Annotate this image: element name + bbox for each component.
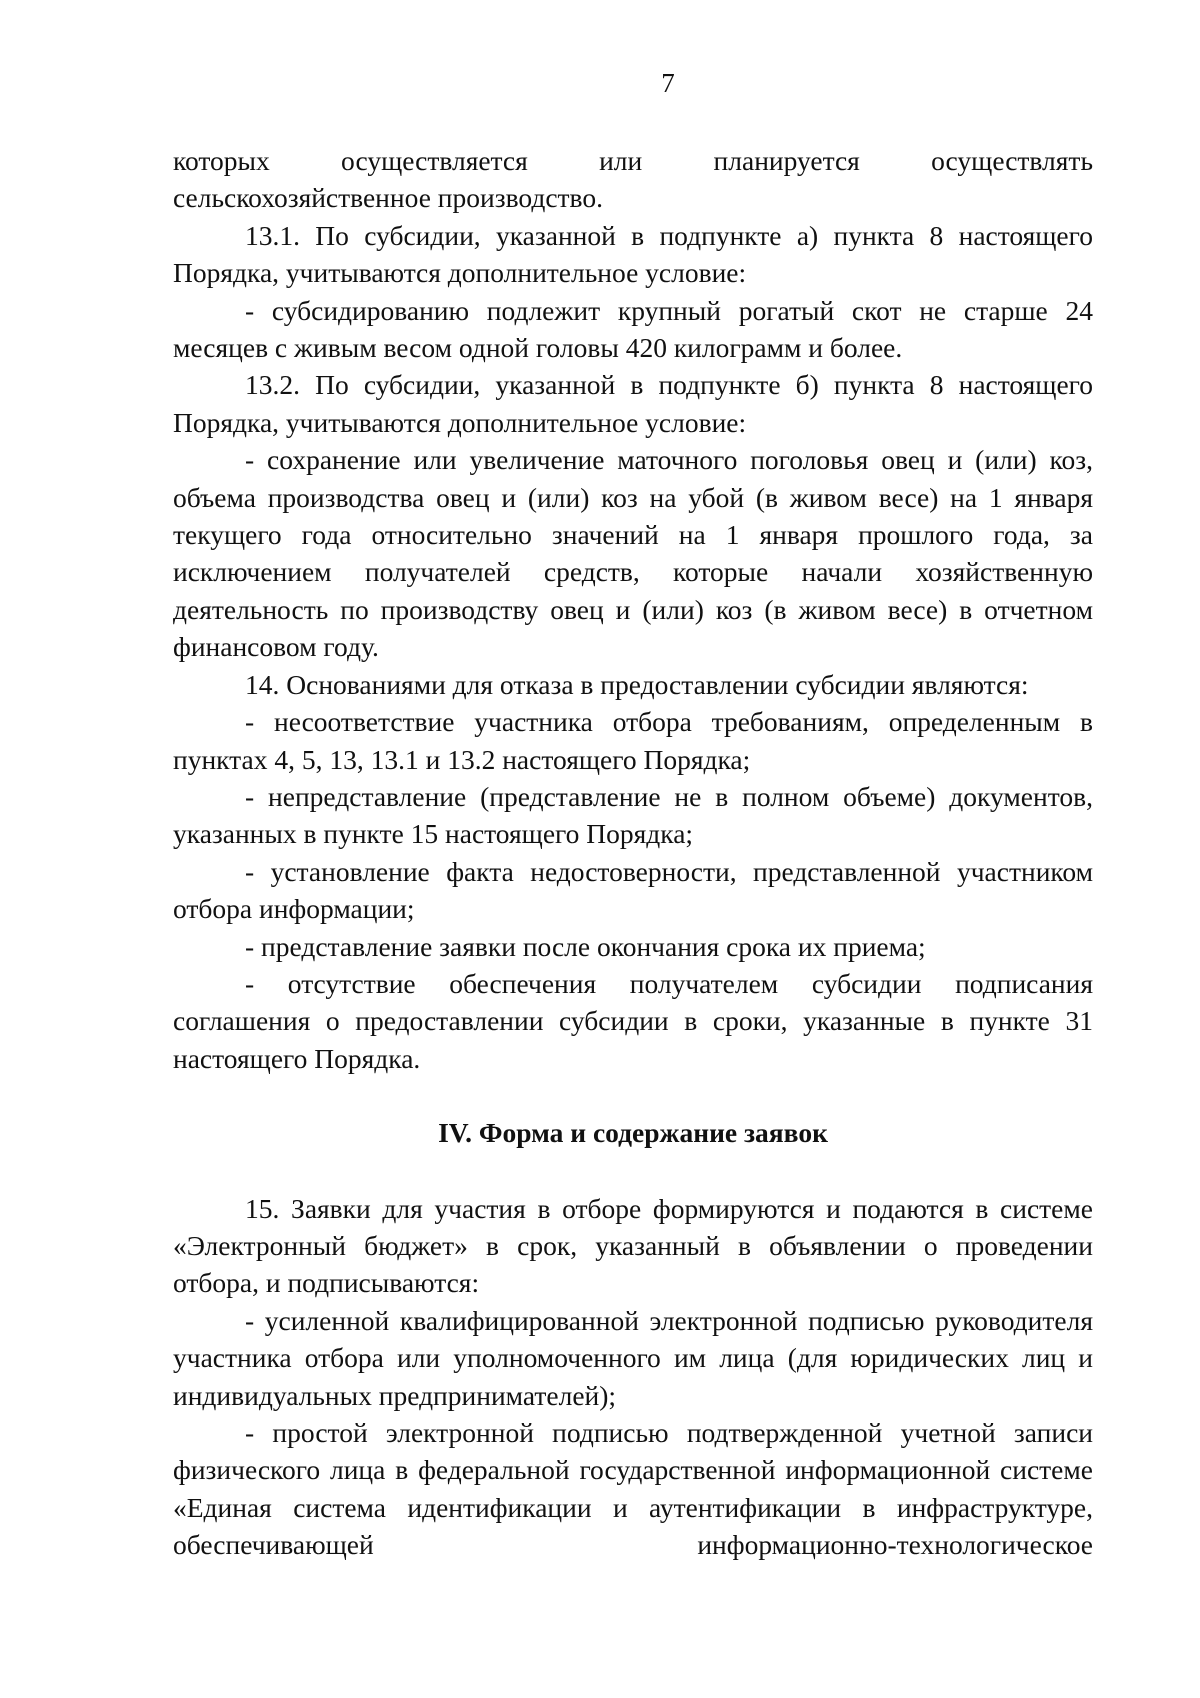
paragraph: - непредставление (представление не в полном объеме) документов, указанных в пункте 15 настоящего Порядка; <box>173 780 1093 850</box>
paragraph: - представление заявки после окончания срока их приема; <box>245 930 926 962</box>
page-number: 7 <box>661 68 675 98</box>
paragraph: - несоответствие участника отбора требованиям, определенным в пунктах 4, 5, 13, 13.1 и 13.2 настоящего Порядка; <box>173 706 1093 775</box>
paragraph: 15. Заявки для участия в отборе формируются и подаются в системе «Электронный бюджет» в срок, указанный в объявлении о проведении отбора, и подписываются: <box>173 1192 1093 1299</box>
paragraph: - сохранение или увеличение маточного поголовья овец и (или) коз, объема производства овец и (или) коз на убой (в живом весе) на 1 января текущего года относительно значений на 1 января прошлого года, за исключением получателей средств, которые начали хозяйственную деятельность по производству овец и (или) коз (в живом весе) в отчетном финансовом году. <box>173 444 1093 663</box>
paragraph: 13.1. По субсидии, указанной в подпункте а) пункта 8 настоящего Порядка, учитываются дополнительное условие: <box>173 219 1093 289</box>
paragraph: - отсутствие обеспечения получателем субсидии подписания соглашения о предоставлении субсидии в сроки, указанные в пункте 31 настоящего Порядка. <box>173 967 1093 1074</box>
paragraph: 14. Основаниями для отказа в предоставлении субсидии являются: <box>245 668 1029 700</box>
section-heading: IV. Форма и содержание заявок <box>438 1117 828 1149</box>
paragraph: - установление факта недостоверности, представленной участником отбора информации; <box>173 855 1093 925</box>
paragraph: - усиленной квалифицированной электронной подписью руководителя участника отбора или уполномоченного им лица (для юридических лиц и индивидуальных предпринимателей); <box>173 1304 1093 1411</box>
paragraph: - субсидированию подлежит крупный рогатый скот не старше 24 месяцев с живым весом одной головы 420 килограмм и более. <box>173 294 1093 364</box>
paragraph: которых осуществляется или планируется осуществлять сельскохозяйственное производство. <box>173 145 1093 214</box>
document-body <box>173 142 1093 1564</box>
paragraph: - простой электронной подписью подтвержденной учетной записи физического лица в федеральной государственной информационной системе «Единая система идентификации и аутентификации в инфраструктуре, обеспечивающей информационно-технологическое <box>173 1417 1093 1561</box>
paragraph: 13.2. По субсидии, указанной в подпункте б) пункта 8 настоящего Порядка, учитываются дополнительное условие: <box>173 369 1093 438</box>
